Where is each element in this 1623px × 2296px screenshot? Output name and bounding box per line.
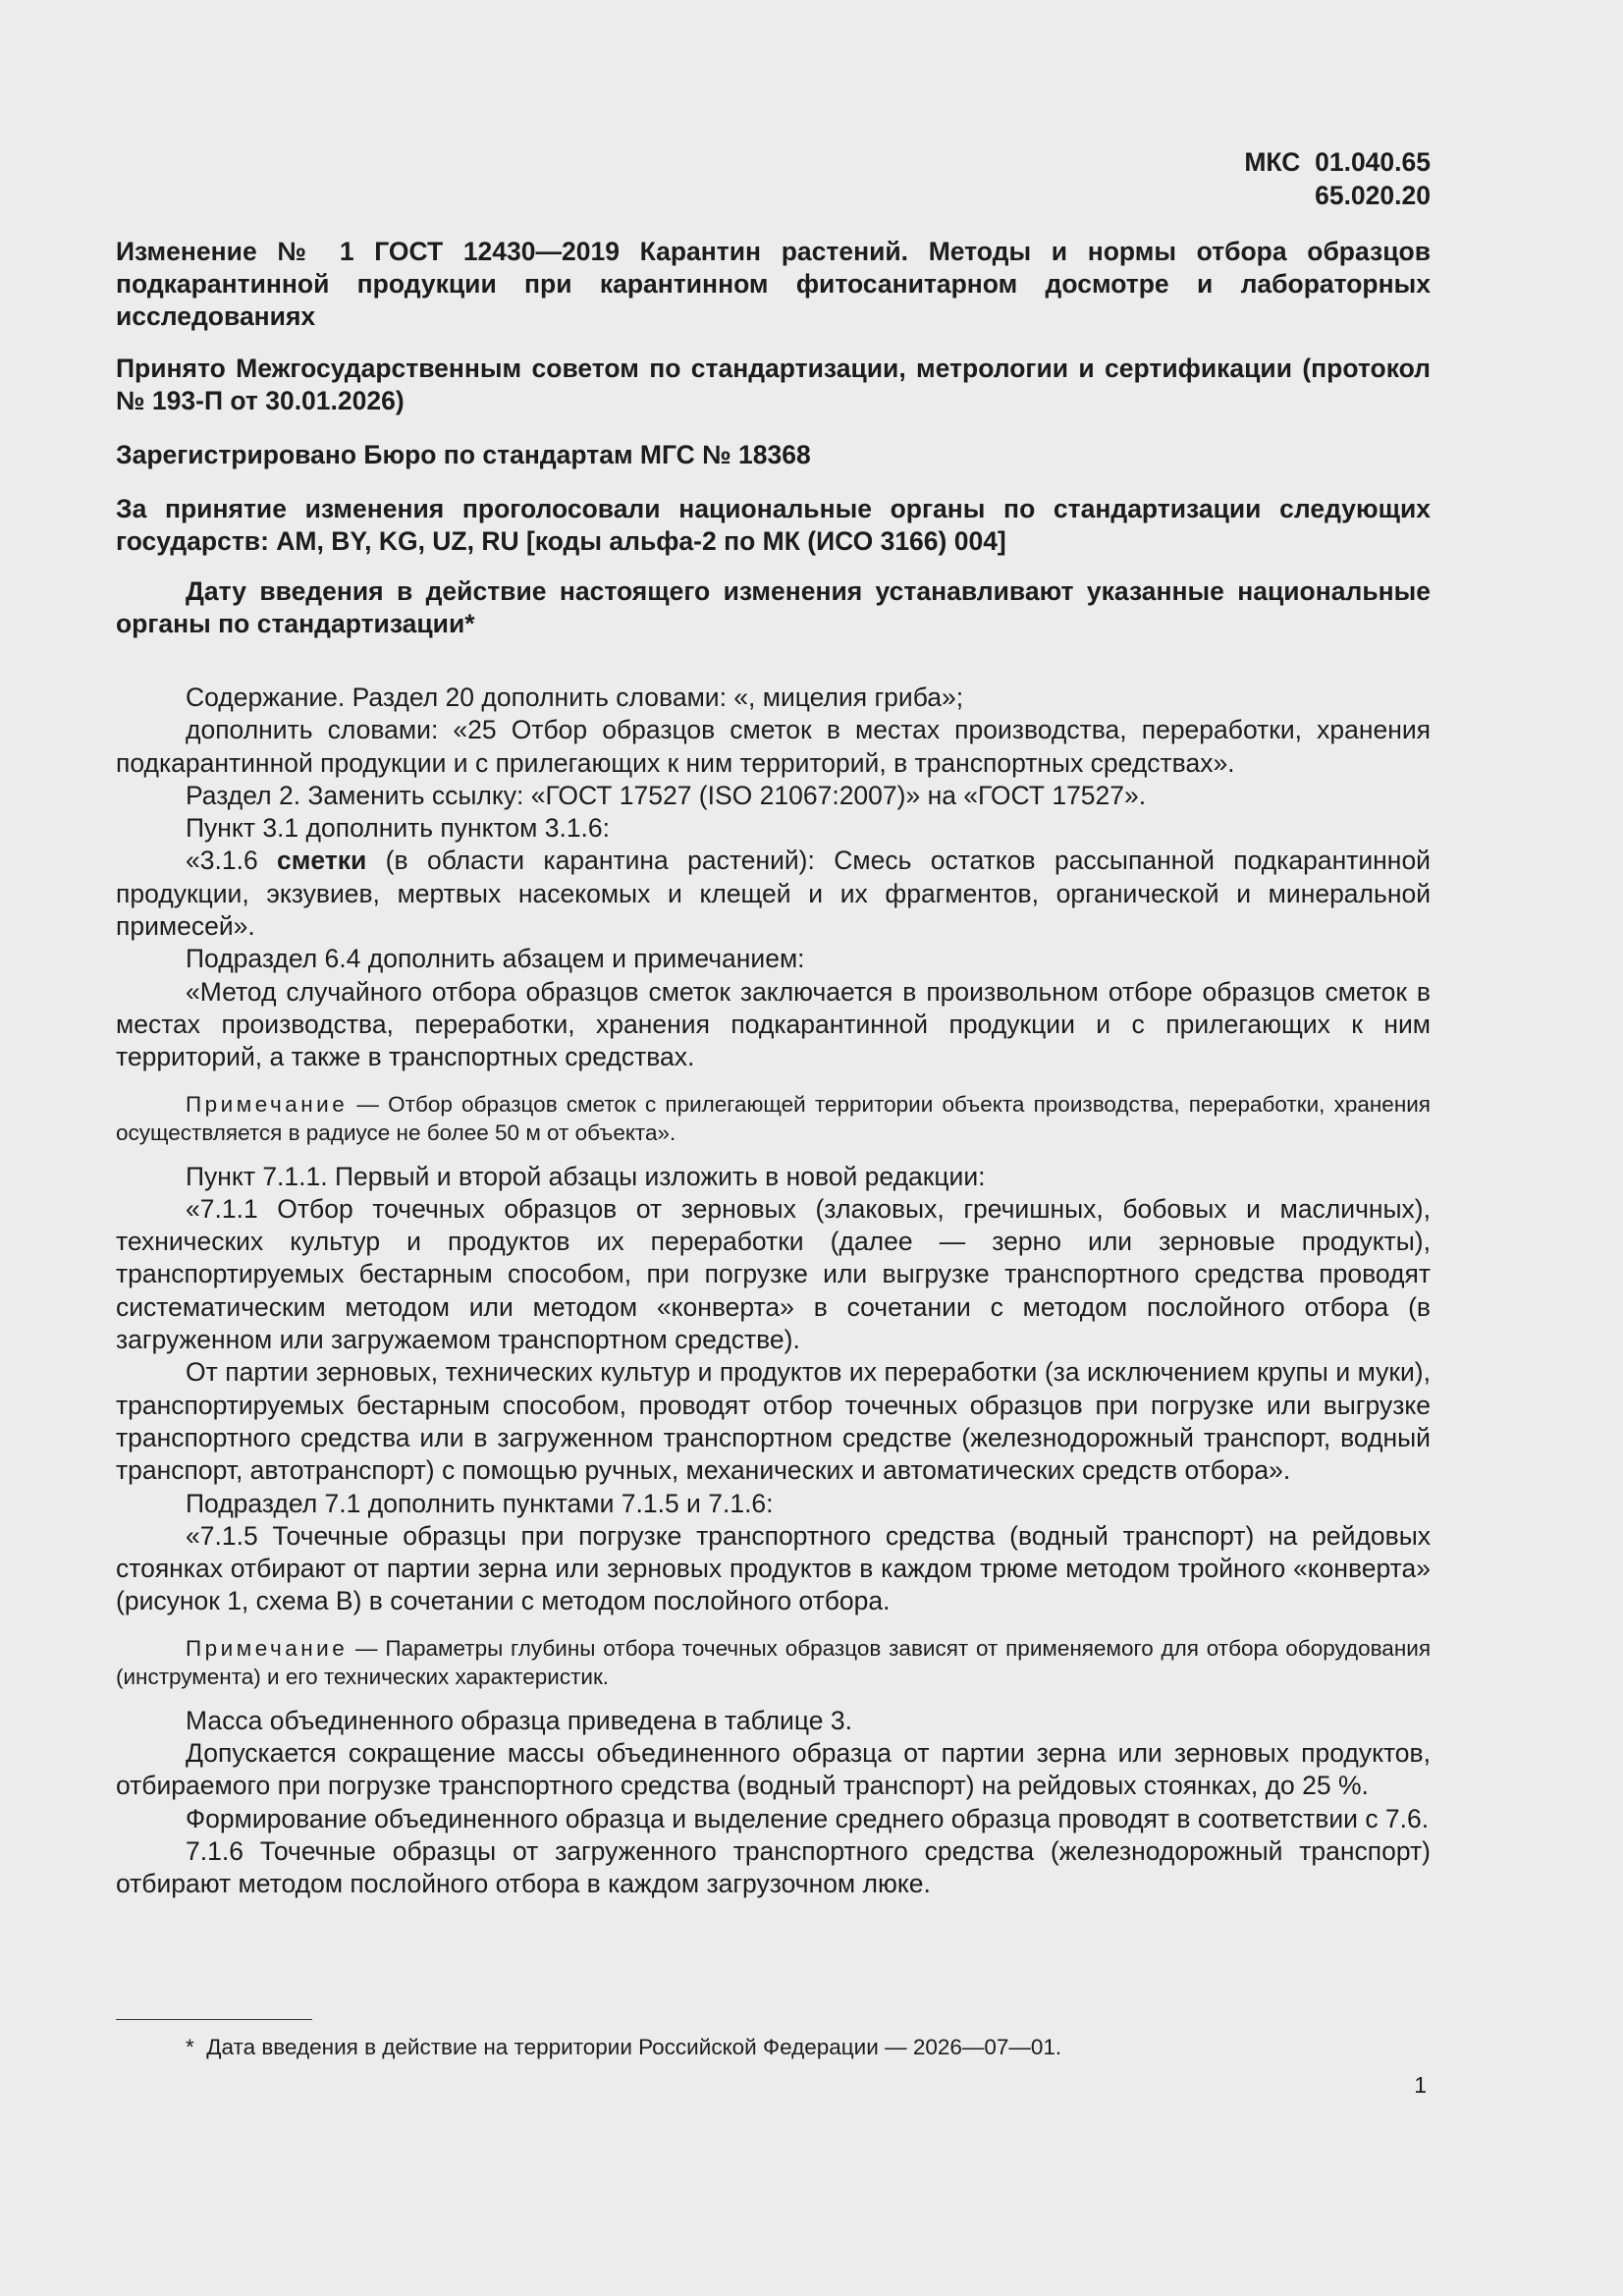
adoption-statement: Принято Межгосударственным советом по стандартизации, метрологии и сертификации (протокол № 193-П от 30.01.2026) [116,354,1431,415]
note-label: Примечание [186,1635,349,1661]
note-text: — Параметры глубины отбора точечных образцов зависят от применяемого для отбора оборудования (инструмента) и его технических характеристик. [116,1635,1431,1689]
paragraph-contents-add: дополнить словами: «25 Отбор образцов сметок в местах производства, переработки, хранения подкарантинной продукции и с прилегающих к ним территорий, в транспортных средствах». [116,715,1431,778]
note-text: — Отбор образцов сметок с прилегающей территории объекта производства, переработки, хранения осуществляется в радиусе не более 50 м от объекта». [116,1091,1431,1145]
paragraph-section-2: Раздел 2. Заменить ссылку: «ГОСТ 17527 (ISO 21067:2007)» на «ГОСТ 17527». [186,780,1147,810]
mks-code-1: МКС 01.040.65 [1244,147,1431,177]
note-6-4 [116,1090,1431,1147]
paragraph-7-1-5: «7.1.5 Точечные образцы при погрузке транспортного средства (водный транспорт) на рейдовых стоянках отбирают от партии зерна или зерновых продуктов в каждом трюме методом тройного «конверта» (рисунок 1, схема В) в сочетании с методом послойного отбора. [116,1520,1431,1616]
paragraph-definition-3-1-6 [116,845,1431,943]
voting-statement: За принятие изменения проголосовали национальные органы по стандартизации следующих государств: AM, BY, KG, UZ, RU [коды альфа-2 по МК (ИСО 3166) 004] [116,494,1431,556]
paragraph-item-7-1-1: Пункт 7.1.1. Первый и второй абзацы изложить в новой редакции: [186,1161,986,1191]
note-label: Примечание [186,1091,349,1117]
paragraph-forming-sample: Формирование объединенного образца и выделение среднего образца проводят в соответствии с 7.6. [186,1803,1430,1833]
registration-statement: Зарегистрировано Бюро по стандартам МГС № 18368 [116,440,811,469]
mks-code-2: 65.020.20 [1315,181,1431,210]
amendment-title: Изменение № 1 ГОСТ 12430—2019 Карантин растений. Методы и нормы отбора образцов подкарантинной продукции при карантинном фитосанитарном досмотре и лабораторных исследованиях [116,237,1431,331]
paragraph-7-1-1-second: От партии зерновых, технических культур и продуктов их переработки (за исключением крупы и муки), транспортируемых бестарным способом, проводят отбор точечных образцов при погрузке или выгрузке транспортного средства или в загруженном транспортном средстве (железнодорожный транспорт, водный транспорт, автотранспорт) с помощью ручных, механических и автоматических средств отбора». [116,1357,1431,1486]
paragraph-item-3-1: Пункт 3.1 дополнить пунктом 3.1.6: [186,813,611,844]
definition-term: сметки [277,846,367,876]
paragraph-subsection-7-1: Подраздел 7.1 дополнить пунктами 7.1.5 и 7.1.6: [186,1488,774,1518]
page-content [116,145,1431,1901]
paragraph-7-1-1-text: «7.1.1 Отбор точечных образцов от зерновых (злаковых, гречишных, бобовых и масличных), технических культур и продуктов их переработки (далее — зерно или зерновые продукты), транспортируемых бестарным способом, при погрузке или выгрузке транспортного средства проводят систематическим методом или методом «конверта» в сочетании с методом послойного отбора (в загруженном или загружаемом транспортном средстве). [116,1193,1431,1355]
paragraph-mass-reduction: Допускается сокращение массы объединенного образца от партии зерна или зерновых продуктов, отбираемого при погрузке транспортного средства (водный транспорт) на рейдовых стоянках, до 25 %. [116,1738,1431,1801]
paragraph-contents: Содержание. Раздел 20 дополнить словами: «, мицелия гриба»; [186,683,964,712]
footnote: * Дата введения в действие на территории Российской Федерации — 2026—07—01. [186,2035,1062,2059]
effective-date-statement: Дату введения в действие настоящего изменения устанавливают указанные национальные органы по стандартизации* [116,576,1431,638]
note-7-1-5 [116,1634,1431,1691]
definition-number: «3.1.6 [186,846,278,876]
footnote-divider [116,2019,312,2020]
classification-codes [116,145,1431,212]
page-number: 1 [1414,2072,1427,2098]
paragraph-subsection-6-4: Подраздел 6.4 дополнить абзацем и примечанием: [186,944,805,974]
paragraph-random-method: «Метод случайного отбора образцов сметок заключается в произвольном отборе образцов сметок в местах производства, переработки, хранения подкарантинной продукции и с прилегающих к ним территорий, а также в транспортных средствах. [116,976,1431,1072]
paragraph-mass: Масса объединенного образца приведена в таблице 3. [186,1705,852,1735]
paragraph-7-1-6: 7.1.6 Точечные образцы от загруженного транспортного средства (железнодорожный транспорт) отбирают методом послойного отбора в каждом загрузочном люке. [116,1835,1431,1899]
definition-text: (в области карантина растений): Смесь остатков рассыпанной подкарантинной продукции, экзувиев, мертвых насекомых и клещей и их фрагментов, органической и минеральной примесей». [116,846,1431,942]
